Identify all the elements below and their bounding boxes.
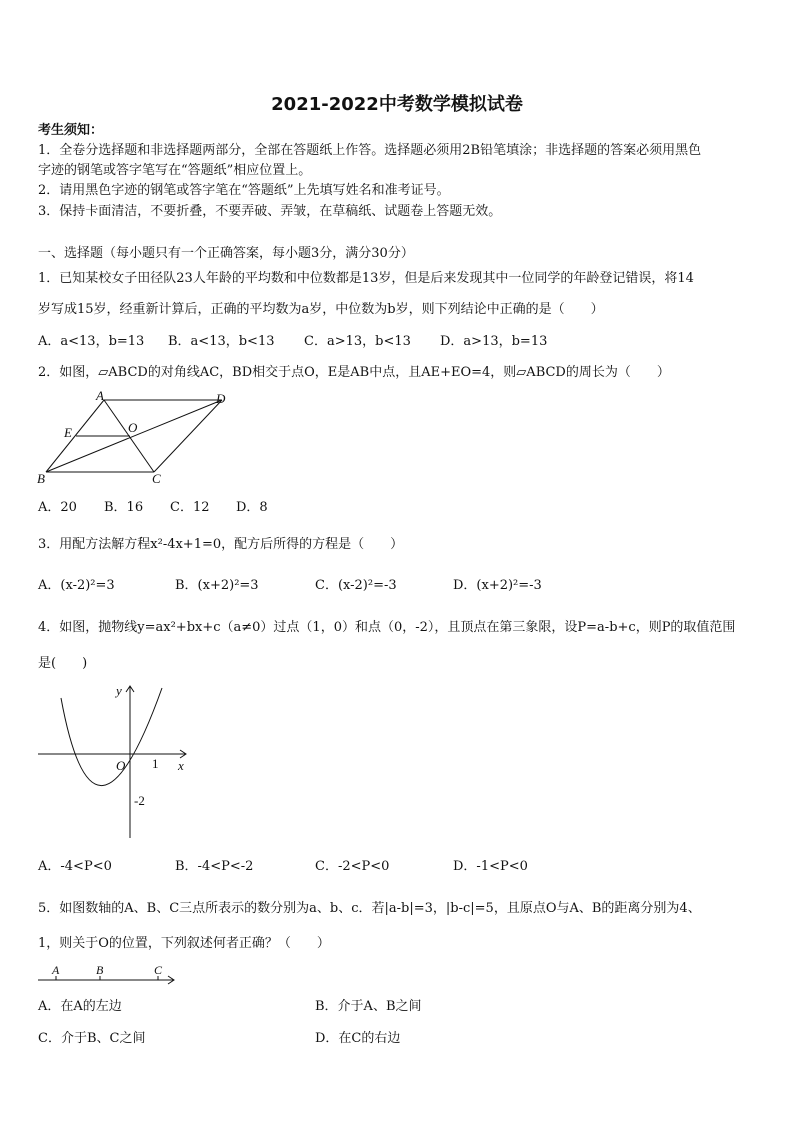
question-1-line-1: 1．已知某校女子田径队23人年龄的平均数和中位数都是13岁，但是后来发现其中一位同学的年龄登记错误，将14 — [38, 271, 694, 286]
parabola-curve — [61, 688, 162, 786]
q1-option-a: A．a<13，b=13 — [38, 334, 145, 349]
notice-item: 1．全卷分选择题和非选择题两部分，全部在答题纸上作答。选择题必须用2B铅笔填涂；非选择题的答案必须用黑色 — [38, 143, 702, 158]
q1-option-d: D．a>13，b=13 — [440, 334, 548, 349]
number-line-figure — [34, 962, 184, 992]
q5-option-c: C．介于B、C之间 — [38, 1031, 146, 1046]
label-a: A — [52, 963, 60, 977]
label-one: 1 — [152, 756, 159, 771]
page-title: 2021-2022中考数学模拟试卷 — [271, 94, 523, 115]
q4-option-a: A．-4<P<0 — [38, 859, 112, 874]
q4-option-b: B．-4<P<-2 — [175, 859, 254, 874]
q3-option-c: C．(x-2)²=-3 — [315, 578, 397, 593]
q5-option-a: A．在A的左边 — [38, 999, 122, 1014]
label-c: C — [152, 471, 161, 486]
notice-item: 3．保持卡面清洁，不要折叠，不要弄破、弄皱，在草稿纸、试题卷上答题无效。 — [38, 204, 502, 219]
q3-option-a: A．(x-2)²=3 — [38, 578, 115, 593]
question-5-line-1: 5．如图数轴的A、B、C三点所表示的数分别为a、b、c．若|a-b|=3，|b-c|=5，且原点O与A、B的距离分别为4、 — [38, 901, 701, 916]
q2-option-a: A．20 — [38, 500, 77, 515]
q5-option-d: D．在C的右边 — [315, 1031, 401, 1046]
label-o: O — [128, 420, 138, 435]
question-1-line-2: 岁写成15岁，经重新计算后，正确的平均数为a岁，中位数为b岁，则下列结论中正确的是（ ） — [38, 302, 604, 317]
label-b: B — [96, 963, 104, 977]
notice-heading: 考生须知： — [38, 123, 104, 138]
question-3-stem: 3．用配方法解方程x²-4x+1=0，配方后所得的方程是（ ） — [38, 537, 404, 552]
question-4-line-1: 4．如图，抛物线y=ax²+bx+c（a≠0）过点（1，0）和点（0，-2），且顶点在第三象限，设P=a-b+c，则P的取值范围 — [38, 620, 736, 635]
diagonal-bd — [46, 400, 222, 472]
parallelogram-figure — [34, 388, 234, 488]
q1-option-b: B．a<13，b<13 — [168, 334, 275, 349]
q3-option-b: B．(x+2)²=3 — [175, 578, 259, 593]
q4-option-c: C．-2<P<0 — [315, 859, 390, 874]
label-minus-two: -2 — [134, 793, 145, 808]
question-5-line-2: 1，则关于O的位置，下列叙述何者正确？（ ） — [38, 936, 330, 951]
q2-option-b: B．16 — [104, 500, 144, 515]
label-x: x — [178, 758, 184, 773]
question-4-line-2: 是( ) — [38, 656, 88, 671]
label-a: A — [96, 388, 104, 403]
q1-option-c: C．a>13，b<13 — [304, 334, 411, 349]
label-y: y — [116, 683, 122, 698]
parabola-figure — [34, 678, 204, 848]
q3-option-d: D．(x+2)²=-3 — [453, 578, 542, 593]
section-heading: 一、选择题（每小题只有一个正确答案，每小题3分，满分30分） — [38, 246, 414, 261]
q5-option-b: B．介于A、B之间 — [315, 999, 422, 1014]
label-d: D — [216, 391, 226, 406]
label-c: C — [154, 963, 163, 977]
notice-item: 2．请用黑色字迹的钢笔或答字笔在“答题纸”上先填写姓名和准考证号。 — [38, 183, 450, 198]
label-b: B — [37, 471, 45, 486]
q2-option-d: D．8 — [236, 500, 268, 515]
notice-item: 字迹的钢笔或答字笔写在“答题纸”相应位置上。 — [38, 163, 312, 178]
q4-option-d: D．-1<P<0 — [453, 859, 528, 874]
q2-option-c: C．12 — [170, 500, 210, 515]
question-2-stem: 2．如图，▱ABCD的对角线AC，BD相交于点O，E是AB中点，且AE+EO=4，则▱ABCD的周长为（ ） — [38, 365, 670, 380]
label-e: E — [64, 425, 72, 440]
label-origin: O — [116, 758, 126, 773]
segment-dc — [154, 400, 222, 472]
